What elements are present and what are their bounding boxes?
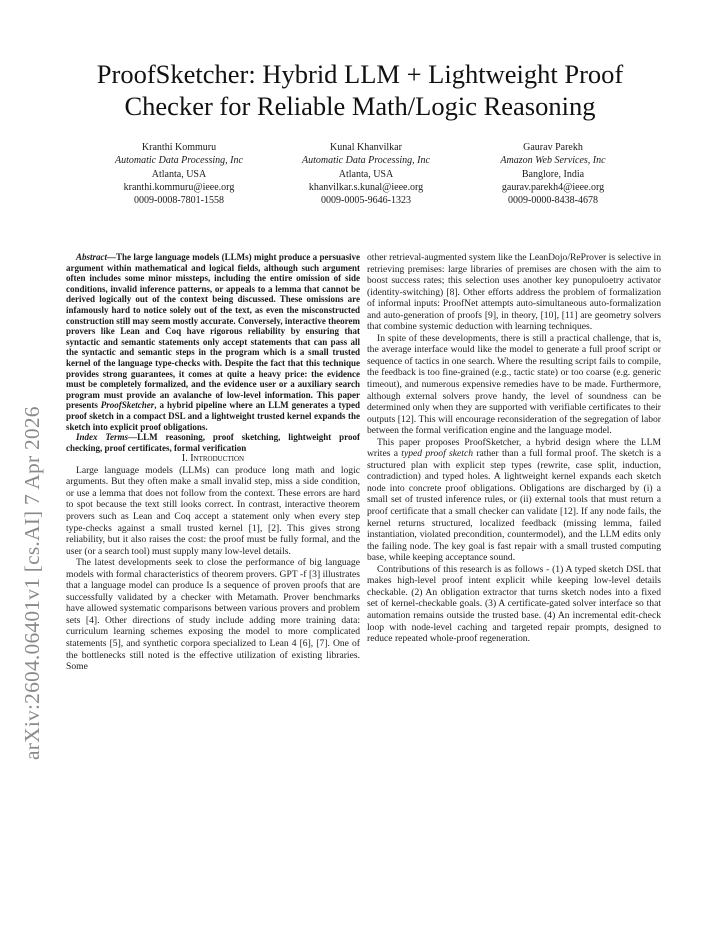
author-name: Kranthi Kommuru [141, 142, 217, 153]
abstract-label: Abstract [76, 252, 108, 262]
author-email[interactable]: kranthi.kommuru@ieee.org [123, 181, 235, 193]
body-paragraph: In spite of these developments, there is still a practical challenge, that is, the average interface would like the model to generate a full proof script or sequence of tactics in one search. Where the resulting script fails to compile, the feedback is too fine-grained (e.g., tactic state) or too coarse (e.g. generic timeout), and numerous expensive remedies have to be made. Furthermore, although external solvers prove handy, the level of soundness can be determined only when they are supported with verifiable certificates to their outputs [12]. This will encourage reconsideration of the segregation of labor between the formal verification engine and the language model. [367, 332, 661, 437]
body-text: rather than a full formal proof. The sketch is a structured plan with explicit step types (rewrite, case split, induction, contradiction) and typed holes. A lightweight kernel expands each sketch node into concrete proof obligations. Obligations are discharged by (i) a small set of trusted inference rules, or (ii) external tools that must return a proof certificate that a small checker can validate [12]. If any node fails, the kernel returns structured, localized feedback (missing lemma, failed instantiation, violated precondition, countermodel), and the LLM edits only the failing node. The key goal is fast repair with a small trusted computing base, while keeping acceptance sound. [367, 448, 661, 564]
body-text: This paper proposes ProofSketcher, a hybrid design where the LLM writes a [367, 436, 661, 460]
body-paragraph: other retrieval-augmented system like the LeanDojo/ReProver is selective in retrieving premises: large libraries of premises are chosen with the aim to boost success rates; this selection uses another key punopuloetry activator (identity-switching) [8]. Other efforts address the problem of formalization of informal inputs: ProofNet attempts auto-simultaneous auto-formalization and auto-generation of proofs [9], in theory, [10], [11] are geometry solvers that combine systemic deduction with learning techniques. [367, 252, 661, 333]
author-location: Atlanta, USA [338, 168, 394, 180]
author-affiliation: Automatic Data Processing, Inc [302, 155, 430, 167]
author-orcid: 0009-0000-8438-4678 [508, 195, 598, 207]
author-orcid: 0009-0005-9646-1323 [321, 195, 411, 207]
intro-paragraph: The latest developments seek to close the performance of big language models with formal characteristics of theorem provers. GPT -f [3] illustrates that a language model can produce Is a sequence of proven proofs that are successfully validated by a checker with Metamath. Prover benchmarks have allowed systematic comparisons between various provers and problem sets [4]. Other directions of study include adding more training data: curriculum learning schemes exposing the model to more complicated statements [5], and synthetic corpora specialized to Lean 4 [6], [7]. One of the bottlenecks still noted is the effective utilization of existing libraries. Some [66, 557, 360, 673]
author-email[interactable]: khanvilkar.s.kunal@ieee.org [308, 181, 424, 193]
abstract-text-end: , a hybrid pipeline where an LLM generates a typed proof sketch in a compact DSL and a lightweight trusted kernel expands the sketch into explicit proof obligations. [66, 400, 360, 432]
author-name: Gaurav Parekh [523, 142, 583, 153]
emphasized-term: typed proof sketch [401, 448, 474, 460]
author-name: Kunal Khanvilkar [330, 142, 402, 153]
author-affiliation: Amazon Web Services, Inc [500, 155, 606, 167]
right-column [367, 252, 661, 645]
intro-paragraph: Large language models (LLMs) can produce long math and logic arguments. But they often make a small invalid step, miss a side condition, or use a lemma that does not follow from the context. These errors are hard to spot because the text still looks correct. In contrast, interactive theorem provers such as Lean and Coq accept a statement only when every step type-checks against a small trusted kernel [1], [2]. This gives strong reliability, but it also raises the cost: the proof must be fully formal, and the user (or a search tool) must supply many low-level details. [66, 464, 360, 557]
author-1 [86, 141, 272, 207]
author-block [86, 141, 646, 207]
section-heading-introduction: I. Introduction [181, 453, 245, 465]
author-email[interactable]: gaurav.parekh4@ieee.org [501, 181, 605, 193]
index-terms-label: Index Terms [76, 432, 129, 443]
abstract-text-start: —The large language models (LLMs) might produce a persuasive argument within mathematical and logical fields, although such argument often includes some minor missteps, including the entire omission of side conditions, invalid inference patterns, or appeals to a lemma that cannot be derived logically out of the context being discussed. These omissions are infamously hard to notice solely out of the text, as even the misconstructed construction still may seem mostly accurate. Conversely, interactive theorem provers like Lean and Coq have rigorous reliability by ensuring that syntactic and semantic statements only accept statements that can pass all the syntactic and semantic steps in the program which is a small trusted kernel of the language type-checks with. Despite the fact that this technique provides strong guarantees, it comes at quite a heavy price: the evidence must be completely formalized, and the evidence user or a auxiliary search program must provide an avalanche of low-level information. This paper presents [66, 252, 360, 411]
paper-title: ProofSketcher: Hybrid LLM + Lightweight Proof Checker for Reliable Math/Logic Reasoning [96, 59, 624, 121]
index-terms-text: —LLM reasoning, proof sketching, lightweight proof checking, proof certificates, formal verification [66, 432, 360, 453]
author-orcid: 0009-0008-7801-1558 [134, 195, 224, 207]
abstract-system-name: ProofSketcher [100, 400, 155, 411]
left-column [66, 252, 360, 673]
arxiv-stamp: arXiv:2604.06401v1 [cs.AI] 7 Apr 2026 [20, 406, 44, 760]
author-location: Banglore, India [521, 168, 585, 180]
author-3 [460, 141, 646, 207]
contributions-paragraph: Contributions of this research is as follows - (1) A typed sketch DSL that makes high-level proof intent explicit while keeping low-level details checkable. (2) An obligation extractor that turns sketch nodes into a fixed set of kernel-checkable goals. (3) A certificate-gated solver interface so that automation remains outside the trusted base. (4) An incremental edit-check loop with node-level caching and targeted repair prompts, designed to reduce repeated whole-proof regeneration. [367, 563, 661, 645]
body-paragraph [367, 437, 661, 564]
author-affiliation: Automatic Data Processing, Inc [115, 155, 243, 167]
abstract [66, 252, 360, 432]
author-2 [273, 141, 459, 207]
index-terms [66, 432, 360, 453]
author-location: Atlanta, USA [151, 168, 207, 180]
